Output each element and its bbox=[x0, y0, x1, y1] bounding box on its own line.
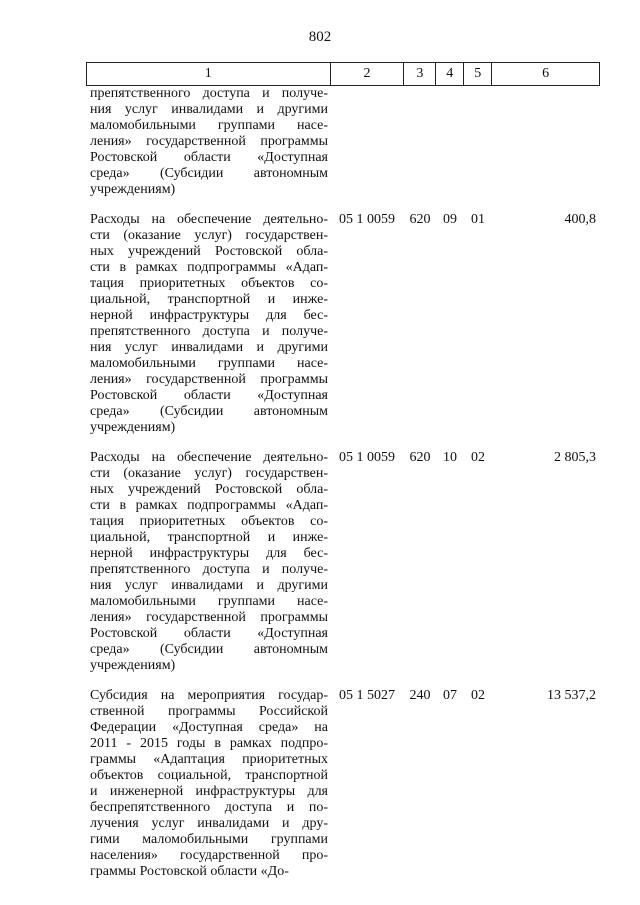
target-article-code: 05 1 5027 bbox=[339, 688, 395, 703]
description-line: циальной, транспортной и инже- bbox=[90, 292, 328, 307]
description-line: объектов социальной, транспортной bbox=[90, 768, 328, 783]
description-line: препятственного доступа и получе- bbox=[90, 86, 328, 101]
description-line: учреждениям) bbox=[90, 420, 176, 435]
description-line: ных учреждений Ростовской обла- bbox=[90, 244, 328, 259]
description-line: среда» (Субсидии автономным bbox=[90, 166, 328, 181]
section-code: 09 bbox=[443, 212, 457, 227]
page-number: 802 bbox=[308, 29, 332, 45]
description-line: ления» государственной программы bbox=[90, 610, 328, 625]
description-line: и инженерной инфраструктуры для bbox=[90, 784, 328, 799]
description-line: сти (оказание услуг) государствен- bbox=[90, 228, 328, 243]
description-line: нерной инфраструктуры для бес- bbox=[90, 546, 328, 561]
description-line: тация приоритетных объектов со- bbox=[90, 514, 328, 529]
description-line: граммы Ростовской области «До- bbox=[90, 864, 289, 879]
description-line: Расходы на обеспечение деятельно- bbox=[90, 212, 328, 227]
description-line: препятственного доступа и получе- bbox=[90, 562, 328, 577]
table-row bbox=[86, 688, 600, 880]
description-line: Ростовской области «Доступная bbox=[90, 150, 328, 165]
subsection-code: 02 bbox=[471, 450, 485, 465]
description-line: сти в рамках подпрограммы «Адап- bbox=[90, 498, 328, 513]
description-line: гими маломобильными группами bbox=[90, 832, 328, 847]
target-article-code: 05 1 0059 bbox=[339, 450, 395, 465]
row-description bbox=[86, 688, 330, 880]
expense-type-code: 620 bbox=[409, 212, 431, 227]
subsection-code: 01 bbox=[471, 212, 485, 227]
description-line: лучения услуг инвалидами и дру- bbox=[90, 816, 328, 831]
row-description bbox=[86, 212, 330, 436]
description-line: препятственного доступа и получе- bbox=[90, 324, 328, 339]
description-line: ния услуг инвалидами и другими bbox=[90, 578, 328, 593]
description-line: ления» государственной программы bbox=[90, 134, 328, 149]
header-col-5: 5 bbox=[464, 63, 492, 85]
amount-value: 400,8 bbox=[564, 212, 596, 227]
description-line: маломобильными группами насе- bbox=[90, 356, 328, 371]
amount-value: 13 537,2 bbox=[547, 688, 596, 703]
description-line: Субсидия на мероприятия государ- bbox=[90, 688, 328, 703]
header-col-6: 6 bbox=[492, 63, 600, 85]
description-line: нерной инфраструктуры для бес- bbox=[90, 308, 328, 323]
description-line: учреждениям) bbox=[90, 182, 176, 197]
description-line: населения» государственной про- bbox=[90, 848, 328, 863]
section-code: 07 bbox=[443, 688, 457, 703]
section-code: 10 bbox=[443, 450, 457, 465]
expense-type-code: 620 bbox=[409, 450, 431, 465]
description-line: ления» государственной программы bbox=[90, 372, 328, 387]
table-body bbox=[86, 86, 600, 880]
description-line: беспрепятственного доступа и по- bbox=[90, 800, 328, 815]
budget-table bbox=[86, 62, 600, 880]
description-line: ния услуг инвалидами и другими bbox=[90, 340, 328, 355]
header-col-4: 4 bbox=[436, 63, 464, 85]
description-line: Ростовской области «Доступная bbox=[90, 626, 328, 641]
description-line: учреждениям) bbox=[90, 658, 176, 673]
description-line: ственной программы Российской bbox=[90, 704, 328, 719]
description-line: сти в рамках подпрограммы «Адап- bbox=[90, 260, 328, 275]
header-col-3: 3 bbox=[404, 63, 436, 85]
description-line: Ростовской области «Доступная bbox=[90, 388, 328, 403]
description-line: 2011 - 2015 годы в рамках подпро- bbox=[90, 736, 328, 751]
amount-value: 2 805,3 bbox=[554, 450, 596, 465]
description-line: маломобильными группами насе- bbox=[90, 118, 328, 133]
description-line: Федерации «Доступная среда» на bbox=[90, 720, 328, 735]
expense-type-code: 240 bbox=[409, 688, 431, 703]
description-line: маломобильными группами насе- bbox=[90, 594, 328, 609]
description-line: ных учреждений Ростовской обла- bbox=[90, 482, 328, 497]
table-row bbox=[86, 212, 600, 436]
row-description bbox=[86, 86, 330, 198]
description-line: ния услуг инвалидами и другими bbox=[90, 102, 328, 117]
description-line: сти (оказание услуг) государствен- bbox=[90, 466, 328, 481]
description-line: граммы «Адаптация приоритетных bbox=[90, 752, 328, 767]
table-row bbox=[86, 86, 600, 198]
subsection-code: 02 bbox=[471, 688, 485, 703]
header-col-2: 2 bbox=[331, 63, 405, 85]
table-header-row bbox=[86, 62, 600, 86]
description-line: среда» (Субсидии автономным bbox=[90, 642, 328, 657]
target-article-code: 05 1 0059 bbox=[339, 212, 395, 227]
description-line: среда» (Субсидии автономным bbox=[90, 404, 328, 419]
description-line: Расходы на обеспечение деятельно- bbox=[90, 450, 328, 465]
table-row bbox=[86, 450, 600, 674]
header-col-1: 1 bbox=[87, 63, 331, 85]
row-description bbox=[86, 450, 330, 674]
description-line: циальной, транспортной и инже- bbox=[90, 530, 328, 545]
description-line: тация приоритетных объектов со- bbox=[90, 276, 328, 291]
